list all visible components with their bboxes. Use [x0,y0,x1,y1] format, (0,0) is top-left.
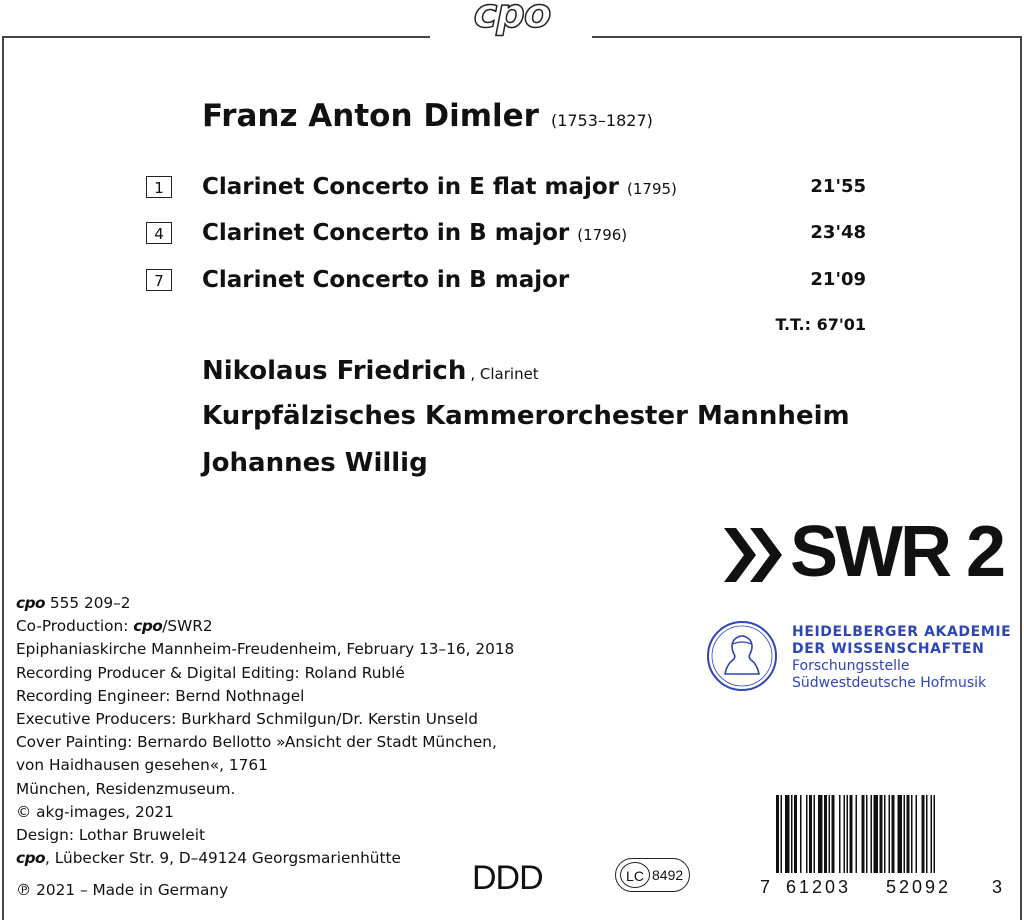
label-code-prefix: LC [620,862,650,888]
credits-block [16,592,514,902]
label-code-badge [615,858,690,892]
cpo-mini-logo: cpo [133,617,163,636]
cpo-mini-logo: cpo [16,594,46,612]
barcode-group-right: 52092 [886,877,952,897]
composer-heading [202,96,653,141]
track-row [146,216,866,250]
double-chevron-icon [724,520,790,590]
composer-dates: (1753–1827) [550,111,653,130]
track-row [146,263,866,297]
barcode-icon [776,795,994,873]
frame-top-left [2,36,430,38]
swr2-text: SWR 2 [790,512,1004,592]
academy-line2: DER WISSENSCHAFTEN [792,641,985,657]
barcode-digit-last: 3 [992,877,1003,897]
frame-right [1020,36,1022,920]
track-duration: 21'09 [810,269,866,290]
performer-soloist [202,354,539,391]
performer-conductor: Johannes Willig [202,448,428,478]
track-title [202,263,569,297]
track-title-text: Clarinet Concerto in E flat major [202,174,619,200]
track-number: 1 [146,176,172,198]
coproduction-prefix: Co-Production: [16,617,134,636]
frame-top-right [592,36,1022,38]
track-title-text: Clarinet Concerto in B major [202,220,570,246]
address-line [16,847,514,870]
cover-line-3: München, Residenzmuseum. [16,779,236,798]
barcode-group-left: 61203 [786,877,852,897]
track-row [146,170,866,204]
catalog-line [16,592,514,615]
cpo-logo: cpo [473,0,551,37]
track-title [202,170,677,206]
engineer-line: Recording Engineer: Bernd Nothnagel [16,686,305,705]
track-title-text: Clarinet Concerto in B major [202,267,570,293]
academy-text [792,624,1011,692]
label-code-number: 8492 [652,867,684,883]
academy-seal-icon [706,620,778,692]
made-in-line: ℗ 2021 – Made in Germany [16,881,229,900]
ddd-mark: DDD [472,859,543,897]
barcode-digit-first: 7 [760,877,771,897]
composer-name: Franz Anton Dimler [202,98,539,134]
track-title [202,216,627,252]
catalog-number: 555 209–2 [49,594,131,612]
track-year: (1795) [627,180,677,198]
cpo-mini-logo: cpo [16,849,46,868]
cover-line-2: von Haidhausen gesehen«, 1761 [16,756,268,775]
coproduction-suffix: /SWR2 [162,617,213,636]
frame-left [2,36,4,920]
executive-line: Executive Producers: Burkhard Schmilgun/Dr. Kerstin Unseld [16,709,478,728]
performer-name: Nikolaus Friedrich [202,356,467,386]
address-text: , Lübecker Str. 9, D–49124 Georgsmarienhütte [45,849,401,868]
swr2-logo [724,512,1004,592]
total-time: T.T.: 67'01 [775,315,866,334]
track-number: 4 [146,222,172,244]
academy-line4: Südwestdeutsche Hofmusik [792,675,987,691]
copyright-line: © akg-images, 2021 [16,802,174,821]
venue-line: Epiphaniaskirche Mannheim-Freudenheim, February 13–16, 2018 [16,640,515,659]
track-duration: 21'55 [810,176,866,197]
coproduction-line [16,615,514,638]
academy-line3: Forschungsstelle [792,658,910,674]
academy-line1: HEIDELBERGER AKADEMIE [792,624,1012,640]
track-number: 7 [146,269,172,291]
track-year: (1796) [577,226,628,244]
track-duration: 23'48 [810,222,866,243]
performer-orchestra: Kurpfälzisches Kammerorchester Mannheim [202,401,850,431]
cover-line-1: Cover Painting: Bernardo Bellotto »Ansicht der Stadt München, [16,733,497,752]
performer-role: , Clarinet [470,365,539,383]
design-line: Design: Lothar Bruweleit [16,825,205,844]
producer-line: Recording Producer & Digital Editing: Roland Rublé [16,663,405,682]
